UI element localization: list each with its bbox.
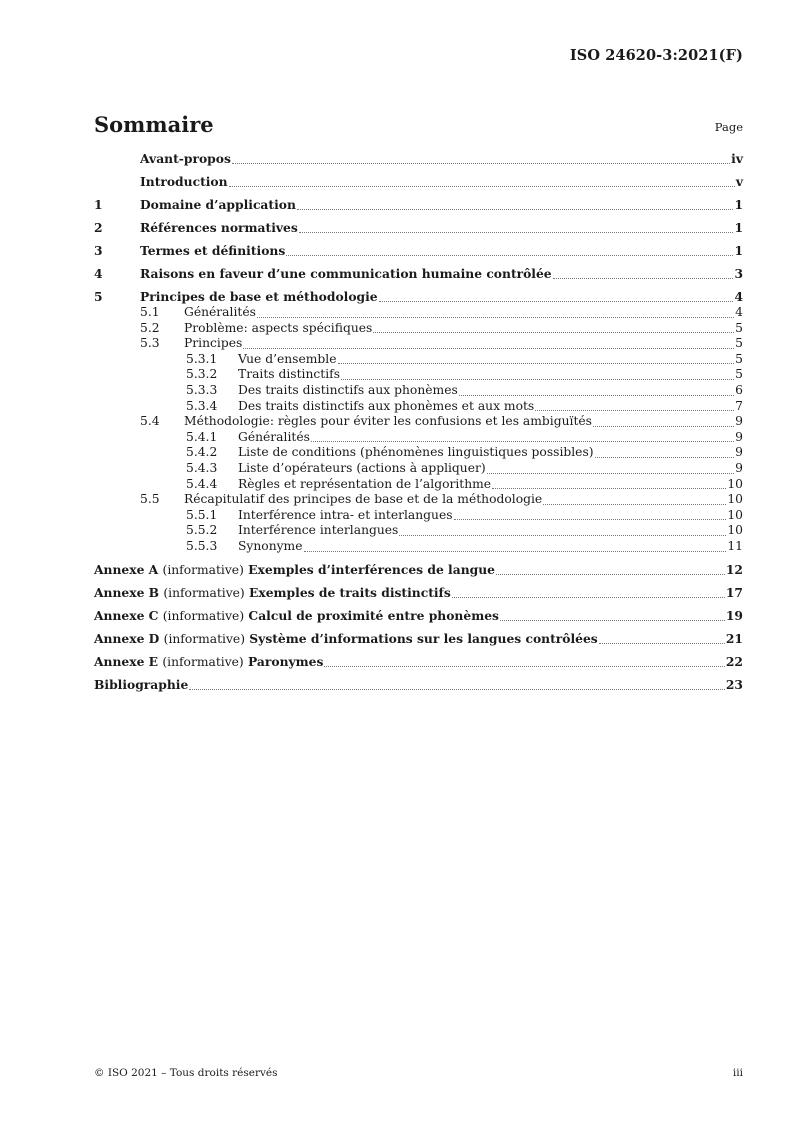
toc-entry-title: Généralités <box>238 429 310 444</box>
dot-leader <box>243 347 734 349</box>
toc-entry-page: 9 <box>735 460 743 475</box>
dot-leader <box>543 503 726 505</box>
toc-entry-number: 5.4.4 <box>186 476 218 491</box>
toc-entry[interactable] <box>94 461 743 477</box>
toc-annex-entry[interactable] <box>94 653 743 670</box>
toc-entry-title: Vue d’ensemble <box>238 351 337 366</box>
toc-entry-title: Règles et représentation de l’algorithme <box>238 476 492 491</box>
toc-annex-title-group <box>94 584 451 602</box>
toc-entry-title: Références normatives <box>140 220 298 235</box>
toc-entry[interactable] <box>94 288 743 305</box>
toc-entry-page: 9 <box>735 429 743 444</box>
toc-entry-page: 3 <box>734 266 743 281</box>
toc-entry-page: 10 <box>727 523 743 538</box>
toc-entry-number: 5.3.1 <box>186 351 218 366</box>
toc-entry-title: Des traits distinctifs aux phonèmes <box>238 382 458 397</box>
dot-leader <box>379 300 734 302</box>
toc-entry-title: Liste d’opérateurs (actions à appliquer) <box>238 460 486 475</box>
toc-entry-page: 17 <box>725 584 743 600</box>
toc-entry[interactable] <box>94 539 743 555</box>
toc-entry-number: 5.3 <box>140 336 160 351</box>
toc-entry-number: 5.1 <box>140 305 160 319</box>
toc-title: Sommaire <box>94 112 214 137</box>
toc-entry[interactable] <box>94 336 743 352</box>
toc-entry[interactable] <box>94 508 743 524</box>
annex-label: Annexe E <box>94 653 159 669</box>
toc-entry-title: Interférence intra- et interlangues <box>238 507 453 522</box>
toc-entry-page: 6 <box>735 382 743 397</box>
toc-entry-number: 5.5.1 <box>186 507 218 522</box>
toc-entry-page: 9 <box>735 445 743 460</box>
dot-leader <box>257 316 734 318</box>
toc-entry-page: 19 <box>725 607 743 623</box>
toc-entry-title: Problème: aspects spécifiques <box>184 320 373 335</box>
toc-entry[interactable] <box>94 399 743 415</box>
toc-entry-number: 5.5.3 <box>186 538 218 553</box>
toc-entry-title: Traits distinctifs <box>238 367 341 382</box>
toc-entry-title: Généralités <box>184 305 256 319</box>
toc-entry-title: Interférence interlangues <box>238 523 399 538</box>
toc-annex-entry[interactable] <box>94 584 743 601</box>
dot-leader <box>297 208 734 210</box>
toc-entry-title: Principes de base et méthodologie <box>140 289 378 304</box>
toc-entry-number: 5 <box>94 289 103 304</box>
toc-entry-number: 5.4.2 <box>186 445 218 460</box>
dot-leader <box>341 378 734 380</box>
annex-kind: (informative) <box>162 562 244 577</box>
toc-annex-title-group <box>94 630 598 648</box>
dot-leader <box>373 331 734 333</box>
dot-leader <box>232 162 730 164</box>
toc-entry-number: 4 <box>94 266 103 281</box>
dot-leader <box>286 254 733 256</box>
toc-entry-number: 5.4.1 <box>186 429 218 444</box>
toc-entry-page: 23 <box>725 676 743 692</box>
toc-entry-page: 10 <box>727 492 743 507</box>
toc-entry-title: Termes et définitions <box>140 243 286 258</box>
annex-title: Paronymes <box>248 653 324 669</box>
toc-entry-page: 5 <box>735 320 743 335</box>
toc-annex-title-group <box>94 561 495 579</box>
toc-entry[interactable] <box>94 445 743 461</box>
toc-entry[interactable] <box>94 150 743 167</box>
annex-title: Exemples d’interférences de langue <box>248 561 495 577</box>
toc-entry-number: 1 <box>94 197 103 212</box>
dot-leader <box>496 573 725 575</box>
dot-leader <box>535 409 734 411</box>
annex-label: Annexe B <box>94 584 160 600</box>
annex-kind: (informative) <box>162 608 245 623</box>
toc-entry-page: 9 <box>735 414 743 429</box>
toc-annex-entry[interactable] <box>94 561 743 578</box>
dot-leader <box>459 394 734 396</box>
toc-entry-title: Avant-propos <box>140 151 231 166</box>
dot-leader <box>593 425 734 427</box>
dot-leader <box>553 277 734 279</box>
toc-entry[interactable] <box>94 219 743 236</box>
toc-entry[interactable] <box>94 367 743 383</box>
annex-title: Calcul de proximité entre phonèmes <box>248 607 499 623</box>
toc-entry[interactable] <box>94 321 743 337</box>
toc-entry-number: 5.4.3 <box>186 460 218 475</box>
toc-entry-number: 2 <box>94 220 103 235</box>
toc-entry[interactable] <box>94 414 743 430</box>
toc-annex-title-group <box>94 607 499 625</box>
toc-entry[interactable] <box>94 352 743 368</box>
toc-bibliography-entry[interactable] <box>94 676 743 693</box>
dot-leader <box>304 550 727 552</box>
annex-kind: (informative) <box>163 631 246 646</box>
toc-entry[interactable] <box>94 477 743 493</box>
toc-entry[interactable] <box>94 265 743 282</box>
toc-entry[interactable] <box>94 196 743 213</box>
toc-entry-title: Bibliographie <box>94 676 189 692</box>
toc-annex-entry[interactable] <box>94 630 743 647</box>
toc-annex-title-group <box>94 653 323 671</box>
toc-entry[interactable] <box>94 383 743 399</box>
toc-entry-title: Principes <box>184 336 243 351</box>
toc-entry-page: 10 <box>727 476 743 491</box>
toc-entry-page: 21 <box>725 630 743 646</box>
dot-leader <box>338 362 735 364</box>
annex-kind: (informative) <box>163 585 245 600</box>
toc-entry-title: Introduction <box>140 174 228 189</box>
document-id: ISO 24620-3:2021(F) <box>569 47 743 64</box>
annex-title: Système d’informations sur les langues contrôlées <box>249 630 598 646</box>
toc-entry-page: 22 <box>725 653 743 669</box>
toc-entry[interactable] <box>94 173 743 190</box>
dot-leader <box>189 688 725 690</box>
toc-entry-title: Synonyme <box>238 538 303 553</box>
toc-entry-page: 12 <box>725 561 743 577</box>
dot-leader <box>595 456 735 458</box>
toc-entry-title: Domaine d’application <box>140 197 296 212</box>
page-column-label: Page <box>714 120 743 134</box>
toc-title-row <box>94 112 743 142</box>
toc-entry-page: 7 <box>735 398 743 413</box>
toc-entry-page: 10 <box>727 507 743 522</box>
toc-entry-number: 5.4 <box>140 414 160 429</box>
toc-entry-page: 5 <box>735 351 743 366</box>
toc-entry-number: 3 <box>94 243 103 258</box>
toc-entry-number: 5.3.2 <box>186 367 218 382</box>
annex-label: Annexe C <box>94 607 159 623</box>
copyright-notice: © ISO 2021 – Tous droits réservés <box>94 1067 278 1079</box>
toc-entry-page: 11 <box>727 538 743 553</box>
table-of-contents <box>94 150 743 693</box>
dot-leader <box>454 518 727 520</box>
annex-title: Exemples de traits distinctifs <box>249 584 451 600</box>
dot-leader <box>229 185 735 187</box>
toc-entry-page: 4 <box>735 305 743 319</box>
toc-entry[interactable] <box>94 305 743 321</box>
dot-leader <box>599 642 725 644</box>
toc-entry-number: 5.5.2 <box>186 523 218 538</box>
dot-leader <box>324 665 724 667</box>
toc-entry-number: 5.3.4 <box>186 398 218 413</box>
toc-entry-page: iv <box>731 151 743 166</box>
dot-leader <box>399 534 726 536</box>
dot-leader <box>299 231 734 233</box>
toc-entry[interactable] <box>94 242 743 259</box>
dot-leader <box>500 619 725 621</box>
toc-annex-entry[interactable] <box>94 607 743 624</box>
toc-entry-page: 1 <box>734 243 743 258</box>
toc-entry-page: 4 <box>734 289 743 304</box>
annex-label: Annexe A <box>94 561 159 577</box>
toc-entry-title: Des traits distinctifs aux phonèmes et aux mots <box>238 398 535 413</box>
dot-leader <box>452 596 725 598</box>
toc-entry[interactable] <box>94 523 743 539</box>
annex-label: Annexe D <box>94 630 160 646</box>
toc-entry[interactable] <box>94 492 743 508</box>
toc-entry-page: v <box>735 174 743 189</box>
toc-entry-title: Méthodologie: règles pour éviter les confusions et les ambiguïtés <box>184 414 592 429</box>
toc-entry-title: Récapitulatif des principes de base et de la méthodologie <box>184 492 543 507</box>
toc-entry-page: 5 <box>735 367 743 382</box>
dot-leader <box>311 440 734 442</box>
toc-entry-title: Liste de conditions (phénomènes linguistiques possibles) <box>238 445 594 460</box>
dot-leader <box>492 487 726 489</box>
annex-kind: (informative) <box>162 654 244 669</box>
dot-leader <box>487 472 734 474</box>
toc-entry-number: 5.2 <box>140 320 160 335</box>
toc-entry-page: 1 <box>734 220 743 235</box>
toc-entry-number: 5.3.3 <box>186 382 218 397</box>
toc-entry-title: Raisons en faveur d’une communication humaine contrôlée <box>140 266 552 281</box>
toc-entry-page: 5 <box>735 336 743 351</box>
page-number: iii <box>732 1067 743 1079</box>
toc-entry[interactable] <box>94 430 743 446</box>
toc-entry-number: 5.5 <box>140 492 160 507</box>
toc-entry-page: 1 <box>734 197 743 212</box>
